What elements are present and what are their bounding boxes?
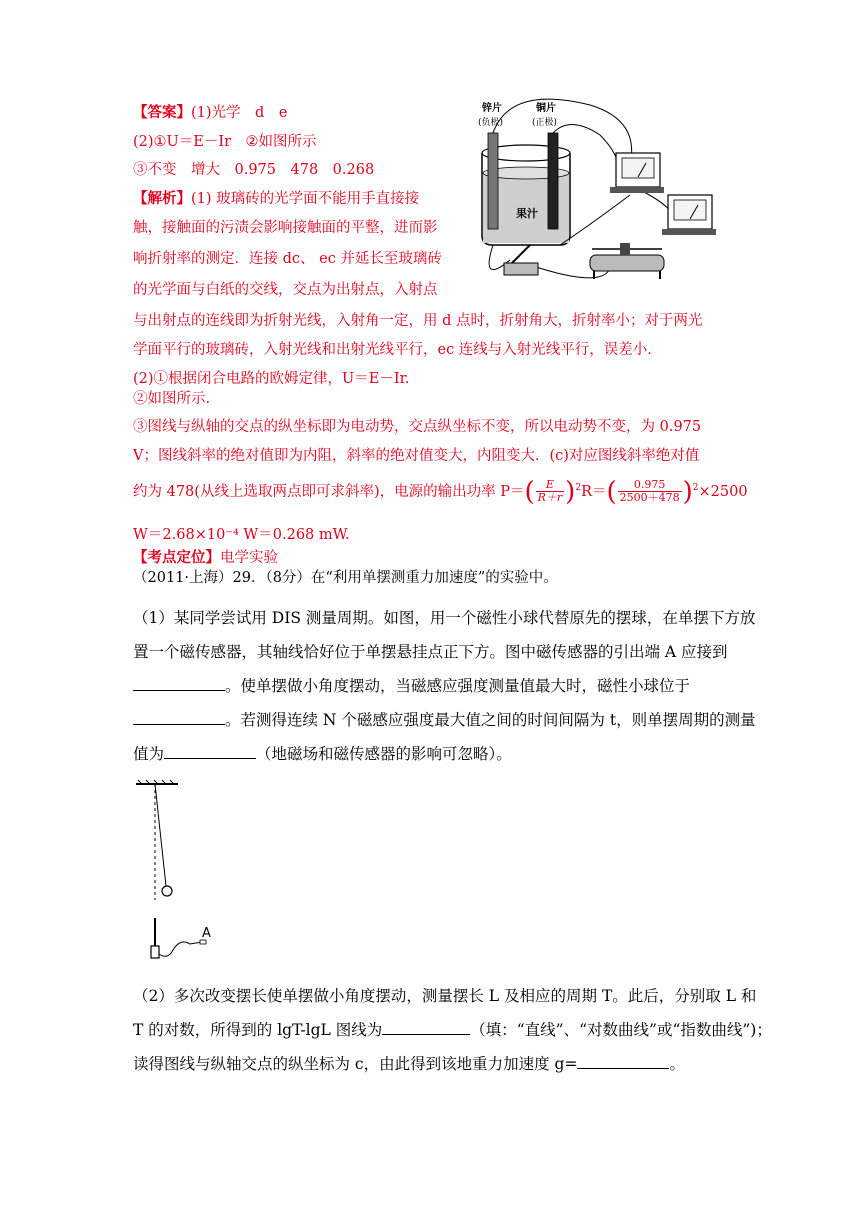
zinc-sub-label: (负极) [478, 118, 504, 128]
kaodian-label: 【考点定位】 [133, 549, 220, 566]
answer-blank-5[interactable] [577, 1054, 669, 1069]
fraction-1-denominator: R＋r [537, 491, 563, 505]
question-p1-line-2: 置一个磁传感器，其轴线恰好位于单摆悬挂点正下方。图中磁传感器的引出端 A 应接到 [133, 643, 728, 661]
juice-label: 果汁 [516, 207, 538, 220]
question-p1-line-1: （1）某同学尝试用 DIS 测量周期。如图，用一个磁性小球代替原先的摆球，在单摆下方放 [133, 609, 756, 627]
fraction-2-numerator: 0.975 [618, 479, 682, 492]
magnetic-ball [162, 886, 172, 896]
answer-text-1: (1)光学 d e [191, 105, 288, 121]
question-p2-line-3 [133, 1053, 685, 1075]
meter-1-dial [622, 158, 654, 178]
rheostat [590, 255, 664, 271]
answer-line-2: (2)①U＝E－Ir ②如图所示 [133, 134, 317, 150]
switch-base [504, 263, 538, 275]
analysis-line-10: V；图线斜率的绝对值即为内阻，斜率的绝对值变大，内阻变大．(c)对应图线斜率绝对值 [133, 448, 700, 464]
question-p1-line-4 [133, 709, 756, 731]
analysis-text-11c: ×2500 [698, 483, 748, 500]
analysis-line-8: ②如图所示. [133, 391, 211, 407]
zinc-electrode [488, 133, 498, 229]
fraction-1-numerator: E [536, 479, 565, 492]
paren-close-1: ) [565, 476, 576, 507]
answer-line-3: ③不变 增大 0.975 478 0.268 [133, 162, 375, 178]
copper-sub-label: (正极) [532, 118, 558, 128]
answer-blank-1[interactable] [133, 676, 225, 691]
analysis-line-7: (2)①根据闭合电路的欧姆定律，U＝E－Ir. [133, 371, 410, 387]
fraction-2 [618, 479, 682, 504]
question-p2-line-1: （2）多次改变摆长使单摆做小角度摆动，测量摆长 L 及相应的周期 T。此后，分别取 L 和 [133, 987, 757, 1005]
analysis-text-1: (1) 玻璃砖的光学面不能用手直接接 [191, 191, 420, 207]
analysis-line-3: 响折射率的测定．连接 dc、 ec 并延长至玻璃砖 [133, 251, 442, 267]
pendulum-string [155, 784, 166, 886]
analysis-line-12: W＝2.68×10⁻⁴ W＝0.268 mW. [133, 527, 350, 543]
analysis-label: 【解析】 [133, 190, 191, 207]
fruit-battery-figure [470, 95, 730, 305]
answer-blank-4[interactable] [382, 1020, 470, 1035]
kaodian-value: 电学实验 [220, 550, 278, 566]
analysis-line-5: 与出射点的连线即为折射光线，入射角一定，用 d 点时，折射角大，折射率小；对于两光 [133, 313, 703, 329]
kaodian-line [133, 548, 278, 568]
analysis-line-6: 学面平行的玻璃砖，入射光线和出射光线平行，ec 连线与入射光线平行，误差小． [133, 342, 662, 358]
analysis-line-1 [133, 189, 419, 209]
wire-2 [553, 124, 620, 175]
sensor-cable [159, 942, 202, 956]
switch-lever [512, 245, 530, 263]
answer-line-1 [133, 103, 287, 123]
rheostat-slider [620, 243, 630, 255]
analysis-line-4: 的光学面与白纸的交线，交点为出射点，入射点 [133, 282, 438, 298]
paren-close-2: ) [682, 476, 693, 507]
copper-electrode [548, 133, 558, 229]
exponent-2b: 2 [692, 483, 699, 493]
question-p1-line-5 [133, 743, 512, 765]
answer-blank-3[interactable] [164, 744, 256, 759]
meter-1-base [610, 187, 664, 193]
pendulum-figure [128, 780, 238, 970]
zinc-label: 锌片 [482, 103, 502, 114]
question-p2-line-2 [133, 1019, 772, 1041]
answer-label: 【答案】 [133, 104, 191, 121]
question-header: （2011·上海）29．（8分）在“利用单摆测重力加速度”的实验中。 [133, 570, 558, 586]
question-p1-line-3 [133, 675, 690, 697]
question-p2-line-3-head: 读得图线与纵轴交点的纵坐标为 c，由此得到该地重力加速度 g= [133, 1055, 578, 1073]
question-p1-line-4-text: 。若测得连续 N 个磁感应强度最大值之间的时间间隔为 t，则单摆周期的测量 [225, 711, 756, 729]
analysis-text-11a: 约为 478(从线上选取两点即可求斜率)，电源的输出功率 P＝ [133, 483, 525, 500]
analysis-text-11b: R＝ [581, 483, 607, 500]
question-p1-line-5-head: 值为 [133, 745, 165, 763]
analysis-line-2: 触，接触面的污渍会影响接触面的平整，进而影 [133, 220, 438, 236]
terminal-A-label: A [202, 926, 211, 941]
question-p1-line-5-tail: （地磁场和磁传感器的影响可忽略）。 [256, 745, 512, 763]
magnetic-sensor [151, 946, 159, 958]
analysis-line-11 [133, 476, 748, 507]
fraction-2-denominator: 2500＋478 [619, 491, 680, 505]
exponent-2: 2 [575, 483, 582, 493]
answer-blank-2[interactable] [133, 710, 225, 725]
paren-open-1: ( [524, 476, 535, 507]
meter-2-dial [674, 200, 706, 220]
question-p2-line-3-tail: 。 [669, 1055, 685, 1073]
meter-2-base [662, 229, 716, 235]
analysis-line-9: ③图线与纵轴的交点的纵坐标即为电动势，交点纵坐标不变，所以电动势不变，为 0.975 [133, 419, 702, 435]
copper-label: 铜片 [536, 103, 556, 114]
question-p2-line-2-head: T 的对数，所得到的 lgT-lgL 图线为 [133, 1021, 383, 1039]
question-p2-line-2-tail: （填：“直线”、“对数曲线”或“指数曲线”)； [470, 1021, 772, 1039]
paren-open-2: ( [606, 476, 617, 507]
question-p1-line-3-text: 。使单摆做小角度摆动，当磁感应强度测量值最大时，磁性小球位于 [225, 677, 691, 695]
fraction-1 [536, 479, 565, 504]
wire-1 [493, 99, 632, 165]
